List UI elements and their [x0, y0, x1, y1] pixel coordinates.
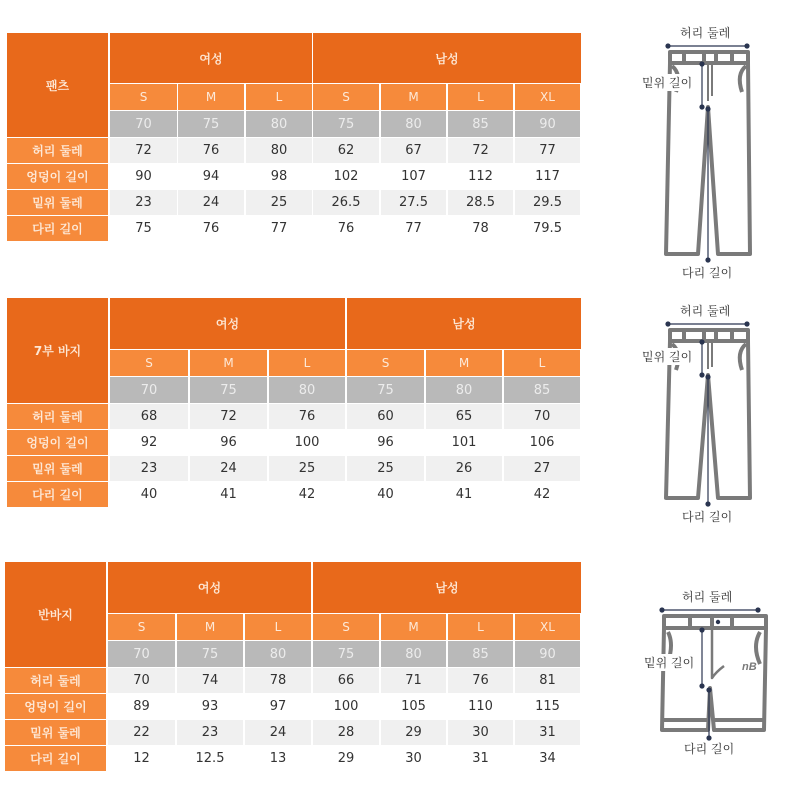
men-header: 남성 — [347, 298, 581, 349]
size-label: XL — [515, 84, 580, 110]
shorts-diagram — [630, 582, 800, 762]
measurement-cell: 12 — [108, 746, 175, 771]
measurement-cell: 31 — [448, 746, 513, 771]
measurement-cell: 24 — [245, 720, 311, 745]
row-label: 다리 길이 — [7, 216, 108, 241]
measurement-cell: 76 — [178, 216, 244, 241]
measurement-cell: 34 — [515, 746, 580, 771]
men-header: 남성 — [313, 562, 581, 613]
size-label: L — [448, 614, 513, 640]
measurement-cell: 30 — [381, 746, 446, 771]
row-label: 밑위 둘레 — [5, 720, 106, 745]
rise-dimension-label: 밑위 길이 — [642, 350, 693, 364]
measurement-cell: 93 — [177, 694, 243, 719]
measurement-cell: 78 — [448, 216, 513, 241]
measurement-cell: 30 — [448, 720, 513, 745]
measurement-cell: 77 — [246, 216, 312, 241]
size-label: XL — [515, 614, 580, 640]
measurement-cell: 31 — [515, 720, 580, 745]
waist-size: 75 — [178, 111, 244, 137]
measurement-cell: 42 — [504, 482, 580, 507]
waist-dimension-label: 허리 둘레 — [680, 304, 731, 318]
measurement-cell: 76 — [178, 138, 244, 163]
measurement-cell: 96 — [347, 430, 424, 455]
row-label: 밑위 둘레 — [7, 190, 108, 215]
measurement-cell: 60 — [347, 404, 424, 429]
waist-size: 85 — [448, 641, 513, 667]
waist-size: 85 — [448, 111, 513, 137]
row-label: 엉덩이 길이 — [5, 694, 106, 719]
waist-size: 70 — [108, 641, 175, 667]
measurement-cell: 76 — [313, 216, 379, 241]
shorts-outline-icon — [630, 582, 800, 762]
size-label: S — [313, 614, 379, 640]
measurement-cell: 107 — [381, 164, 446, 189]
pants-diagram — [620, 300, 800, 538]
waist-size: 80 — [426, 377, 502, 403]
waist-size: 75 — [177, 641, 243, 667]
leg-dimension-label: 다리 길이 — [684, 742, 735, 756]
measurement-cell: 23 — [110, 190, 177, 215]
measurement-cell: 26 — [426, 456, 502, 481]
row-label: 허리 둘레 — [7, 138, 108, 163]
measurement-cell: 78 — [245, 668, 311, 693]
measurement-cell: 96 — [190, 430, 267, 455]
size-label: M — [190, 350, 267, 376]
measurement-cell: 42 — [269, 482, 345, 507]
measurement-cell: 101 — [426, 430, 502, 455]
leg-dimension-label: 다리 길이 — [682, 510, 733, 524]
measurement-cell: 72 — [110, 138, 177, 163]
measurement-cell: 75 — [110, 216, 177, 241]
measurement-cell: 106 — [504, 430, 580, 455]
pants-outline-icon — [620, 300, 800, 538]
measurement-cell: 71 — [381, 668, 446, 693]
measurement-cell: 70 — [504, 404, 580, 429]
waist-size: 90 — [515, 111, 580, 137]
measurement-cell: 25 — [269, 456, 345, 481]
measurement-cell: 28.5 — [448, 190, 513, 215]
measurement-cell: 24 — [190, 456, 267, 481]
measurement-cell: 62 — [313, 138, 379, 163]
measurement-cell: 100 — [269, 430, 345, 455]
rise-dimension-label: 밑위 길이 — [644, 656, 695, 670]
waist-size: 80 — [381, 111, 446, 137]
size-label: M — [381, 614, 446, 640]
row-label: 다리 길이 — [7, 482, 108, 507]
measurement-cell: 100 — [313, 694, 379, 719]
measurement-cell: 27.5 — [381, 190, 446, 215]
women-header: 여성 — [108, 562, 311, 613]
measurement-cell: 98 — [246, 164, 312, 189]
waist-dimension-label: 허리 둘레 — [682, 590, 733, 604]
measurement-cell: 79.5 — [515, 216, 580, 241]
waist-size: 75 — [313, 641, 379, 667]
measurement-cell: 90 — [110, 164, 177, 189]
measurement-cell: 76 — [269, 404, 345, 429]
waist-size: 70 — [110, 377, 188, 403]
waist-size: 80 — [246, 111, 312, 137]
waist-size: 80 — [245, 641, 311, 667]
waist-size: 85 — [504, 377, 580, 403]
measurement-cell: 92 — [110, 430, 188, 455]
pants-diagram — [620, 22, 800, 294]
measurement-cell: 115 — [515, 694, 580, 719]
pants-outline-icon — [620, 22, 800, 294]
size-label: S — [108, 614, 175, 640]
measurement-cell: 29.5 — [515, 190, 580, 215]
measurement-cell: 65 — [426, 404, 502, 429]
measurement-cell: 41 — [190, 482, 267, 507]
size-label: M — [178, 84, 244, 110]
measurement-cell: 72 — [190, 404, 267, 429]
men-header: 남성 — [313, 33, 581, 83]
measurement-cell: 67 — [381, 138, 446, 163]
size-label: L — [504, 350, 580, 376]
measurement-cell: 13 — [245, 746, 311, 771]
measurement-cell: 41 — [426, 482, 502, 507]
waist-size: 80 — [381, 641, 446, 667]
size-label: M — [426, 350, 502, 376]
measurement-cell: 12.5 — [177, 746, 243, 771]
measurement-cell: 29 — [381, 720, 446, 745]
row-label: 다리 길이 — [5, 746, 106, 771]
measurement-cell: 68 — [110, 404, 188, 429]
measurement-cell: 80 — [246, 138, 312, 163]
svg-text:nB: nB — [742, 661, 757, 673]
row-label: 허리 둘레 — [5, 668, 106, 693]
table-title: 팬츠 — [7, 33, 108, 137]
measurement-cell: 70 — [108, 668, 175, 693]
measurement-cell: 102 — [313, 164, 379, 189]
table-title: 반바지 — [5, 562, 106, 667]
measurement-cell: 24 — [178, 190, 244, 215]
waist-size: 75 — [313, 111, 379, 137]
measurement-cell: 26.5 — [313, 190, 379, 215]
measurement-cell: 74 — [177, 668, 243, 693]
measurement-cell: 23 — [177, 720, 243, 745]
measurement-cell: 72 — [448, 138, 513, 163]
size-label: M — [177, 614, 243, 640]
measurement-cell: 112 — [448, 164, 513, 189]
measurement-cell: 77 — [381, 216, 446, 241]
measurement-cell: 66 — [313, 668, 379, 693]
measurement-cell: 25 — [246, 190, 312, 215]
size-label: S — [110, 84, 177, 110]
measurement-cell: 28 — [313, 720, 379, 745]
waist-size: 90 — [515, 641, 580, 667]
measurement-cell: 76 — [448, 668, 513, 693]
measurement-cell: 117 — [515, 164, 580, 189]
measurement-cell: 40 — [110, 482, 188, 507]
size-label: L — [245, 614, 311, 640]
measurement-cell: 94 — [178, 164, 244, 189]
size-label: L — [448, 84, 513, 110]
measurement-cell: 25 — [347, 456, 424, 481]
size-label: S — [110, 350, 188, 376]
measurement-cell: 27 — [504, 456, 580, 481]
waist-size: 80 — [269, 377, 345, 403]
row-label: 밑위 둘레 — [7, 456, 108, 481]
measurement-cell: 105 — [381, 694, 446, 719]
measurement-cell: 110 — [448, 694, 513, 719]
leg-dimension-label: 다리 길이 — [682, 266, 733, 280]
measurement-cell: 97 — [245, 694, 311, 719]
row-label: 엉덩이 길이 — [7, 164, 108, 189]
size-label: S — [347, 350, 424, 376]
measurement-cell: 77 — [515, 138, 580, 163]
waist-size: 75 — [190, 377, 267, 403]
women-header: 여성 — [110, 298, 345, 349]
measurement-cell: 22 — [108, 720, 175, 745]
measurement-cell: 81 — [515, 668, 580, 693]
row-label: 허리 둘레 — [7, 404, 108, 429]
size-label: L — [246, 84, 312, 110]
measurement-cell: 40 — [347, 482, 424, 507]
size-label: M — [381, 84, 446, 110]
waist-size: 70 — [110, 111, 177, 137]
waist-size: 75 — [347, 377, 424, 403]
size-label: S — [313, 84, 379, 110]
waist-dimension-label: 허리 둘레 — [680, 26, 731, 40]
measurement-cell: 23 — [110, 456, 188, 481]
rise-dimension-label: 밑위 길이 — [642, 76, 693, 90]
measurement-cell: 29 — [313, 746, 379, 771]
row-label: 엉덩이 길이 — [7, 430, 108, 455]
size-label: L — [269, 350, 345, 376]
table-title: 7부 바지 — [7, 298, 108, 403]
women-header: 여성 — [110, 33, 312, 83]
measurement-cell: 89 — [108, 694, 175, 719]
